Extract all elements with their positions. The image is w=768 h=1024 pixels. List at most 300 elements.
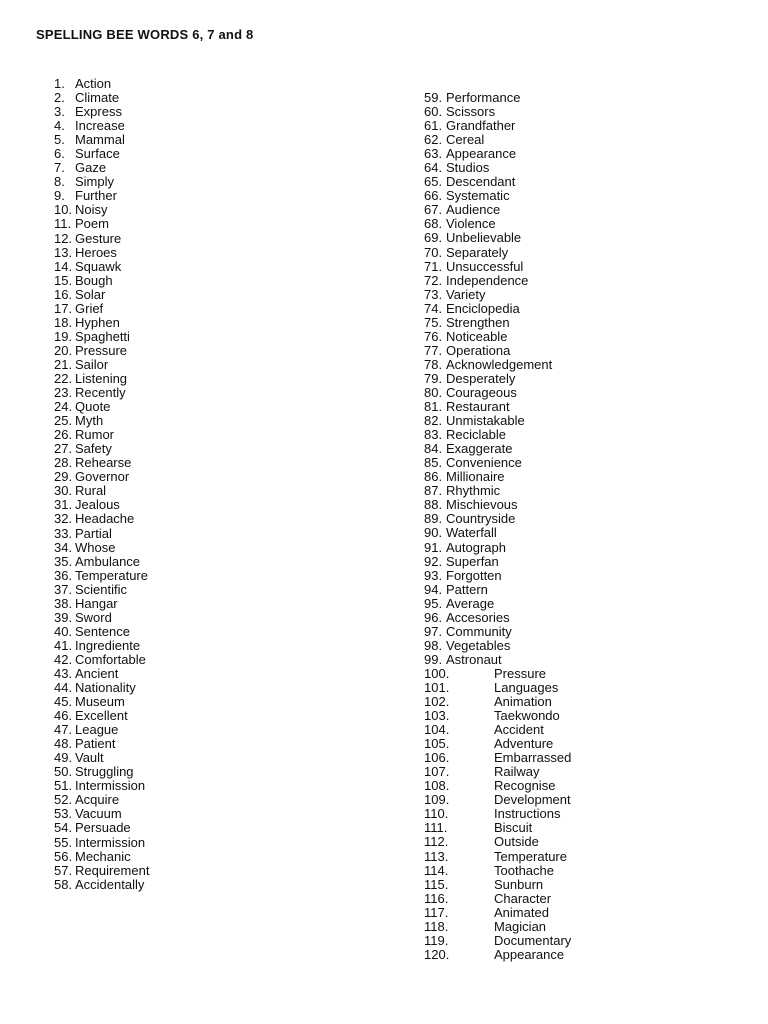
item-word: Pressure xyxy=(75,342,128,358)
item-word: Persuade xyxy=(75,820,131,836)
item-number: 75. xyxy=(424,314,443,330)
item-word: Rural xyxy=(75,483,107,499)
item-number: 114. xyxy=(424,862,449,878)
list-item xyxy=(424,583,571,597)
item-word: Appearance xyxy=(446,146,517,162)
item-word: Mammal xyxy=(75,132,125,148)
list-item xyxy=(54,527,149,541)
list-item xyxy=(424,246,571,260)
item-word: Sailor xyxy=(75,356,109,372)
item-word: Astronaut xyxy=(446,651,502,667)
list-item xyxy=(424,498,571,512)
item-number: 34. xyxy=(54,539,73,555)
item-number: 96. xyxy=(424,609,443,625)
item-number: 113. xyxy=(424,848,449,864)
item-word: Biscuit xyxy=(494,820,533,836)
list-item xyxy=(54,498,149,512)
item-word: Studios xyxy=(446,160,490,176)
item-number: 97. xyxy=(424,623,443,639)
item-word: Headache xyxy=(75,511,135,527)
item-word: Express xyxy=(75,104,122,120)
item-number: 16. xyxy=(54,286,73,302)
list-item xyxy=(424,779,571,793)
list-item xyxy=(54,442,149,456)
item-number: 2. xyxy=(54,90,65,106)
item-number: 58. xyxy=(54,876,73,892)
list-item xyxy=(424,625,571,639)
word-list-left-column xyxy=(54,77,149,892)
item-word: Appearance xyxy=(494,946,565,962)
list-item xyxy=(424,161,571,175)
item-word: Operationa xyxy=(446,342,511,358)
item-number: 20. xyxy=(54,342,73,358)
item-word: Partial xyxy=(75,525,112,541)
item-word: Pattern xyxy=(446,581,488,597)
list-item xyxy=(424,344,571,358)
item-word: Instructions xyxy=(494,806,561,822)
item-number: 15. xyxy=(54,272,73,288)
item-number: 91. xyxy=(424,539,443,555)
item-number: 44. xyxy=(54,680,73,696)
list-item xyxy=(54,428,149,442)
list-item xyxy=(424,892,571,906)
list-item xyxy=(54,625,149,639)
list-item xyxy=(54,723,149,737)
item-number: 37. xyxy=(54,581,73,597)
item-number: 38. xyxy=(54,595,73,611)
item-word: Waterfall xyxy=(446,525,497,541)
item-number: 29. xyxy=(54,469,73,485)
item-word: Separately xyxy=(446,244,509,260)
list-item xyxy=(424,821,571,835)
item-word: Scissors xyxy=(446,104,496,120)
item-number: 103. xyxy=(424,708,450,724)
list-item xyxy=(424,288,571,302)
item-number: 13. xyxy=(54,244,73,260)
list-item xyxy=(54,133,149,147)
item-number: 83. xyxy=(424,427,443,443)
item-word: Accidentally xyxy=(75,876,145,892)
item-word: Ancient xyxy=(75,665,119,681)
item-word: Countryside xyxy=(446,511,516,527)
list-item xyxy=(424,470,571,484)
item-number: 80. xyxy=(424,384,443,400)
list-item xyxy=(54,878,149,892)
item-word: Nationality xyxy=(75,680,136,696)
item-number: 99. xyxy=(424,651,443,667)
item-number: 10. xyxy=(54,202,73,218)
item-number: 32. xyxy=(54,511,73,527)
item-number: 57. xyxy=(54,862,73,878)
list-item xyxy=(424,667,571,681)
item-word: Accesories xyxy=(446,609,510,625)
list-item xyxy=(54,119,149,133)
item-word: Community xyxy=(446,623,512,639)
item-number: 25. xyxy=(54,413,73,429)
item-word: Superfan xyxy=(446,553,499,569)
list-item xyxy=(54,737,149,751)
item-word: Taekwondo xyxy=(494,708,560,724)
item-word: Acquire xyxy=(75,792,120,808)
item-number: 108. xyxy=(424,778,450,794)
list-item xyxy=(54,203,149,217)
item-word: Bough xyxy=(75,272,113,288)
list-item xyxy=(424,175,571,189)
item-number: 51. xyxy=(54,778,73,794)
item-word: Poem xyxy=(75,216,109,232)
list-item xyxy=(54,288,149,302)
item-number: 56. xyxy=(54,848,73,864)
item-number: 112. xyxy=(424,834,449,850)
item-number: 45. xyxy=(54,694,73,710)
list-item xyxy=(54,274,149,288)
item-number: 72. xyxy=(424,272,443,288)
item-number: 8. xyxy=(54,174,65,190)
item-word: Governor xyxy=(75,469,130,485)
list-item xyxy=(54,667,149,681)
list-item xyxy=(424,274,571,288)
list-item xyxy=(424,428,571,442)
item-number: 120. xyxy=(424,946,450,962)
list-item xyxy=(54,400,149,414)
item-word: Temperature xyxy=(75,567,148,583)
item-number: 66. xyxy=(424,188,443,204)
item-number: 92. xyxy=(424,553,443,569)
list-item xyxy=(54,569,149,583)
item-word: Quote xyxy=(75,399,111,415)
list-item xyxy=(424,302,571,316)
item-number: 73. xyxy=(424,286,443,302)
item-number: 46. xyxy=(54,708,73,724)
item-word: Recently xyxy=(75,385,126,401)
list-item xyxy=(54,836,149,850)
item-number: 60. xyxy=(424,104,443,120)
item-word: Jealous xyxy=(75,497,120,513)
list-item xyxy=(424,681,571,695)
item-number: 65. xyxy=(424,174,443,190)
list-item xyxy=(54,484,149,498)
list-item xyxy=(424,709,571,723)
item-number: 117. xyxy=(424,904,449,920)
item-word: Development xyxy=(494,792,571,808)
list-item xyxy=(54,77,149,91)
item-number: 4. xyxy=(54,118,65,134)
item-word: Spaghetti xyxy=(75,328,130,344)
item-word: Average xyxy=(446,595,495,611)
item-number: 106. xyxy=(424,750,450,766)
item-number: 5. xyxy=(54,132,65,148)
list-item xyxy=(424,569,571,583)
item-number: 19. xyxy=(54,328,73,344)
list-item xyxy=(424,878,571,892)
item-number: 27. xyxy=(54,441,73,457)
item-number: 89. xyxy=(424,511,443,527)
item-number: 77. xyxy=(424,342,443,358)
list-item xyxy=(54,695,149,709)
item-number: 49. xyxy=(54,750,73,766)
list-item xyxy=(424,611,571,625)
list-item xyxy=(54,555,149,569)
list-item xyxy=(424,835,571,849)
list-item xyxy=(54,147,149,161)
item-number: 54. xyxy=(54,820,73,836)
item-word: Strengthen xyxy=(446,314,510,330)
item-word: Enciclopedia xyxy=(446,300,520,316)
list-item xyxy=(54,541,149,555)
item-number: 31. xyxy=(54,497,73,513)
item-number: 28. xyxy=(54,455,73,471)
item-number: 21. xyxy=(54,356,73,372)
item-number: 109. xyxy=(424,792,450,808)
list-item xyxy=(424,597,571,611)
item-number: 78. xyxy=(424,356,443,372)
list-item xyxy=(54,864,149,878)
list-item xyxy=(54,386,149,400)
item-word: Outside xyxy=(494,834,539,850)
list-item xyxy=(54,91,149,105)
item-number: 81. xyxy=(424,399,443,415)
item-word: Climate xyxy=(75,90,120,106)
item-number: 71. xyxy=(424,258,443,274)
item-word: Millionaire xyxy=(446,469,505,485)
item-number: 70. xyxy=(424,244,443,260)
list-item xyxy=(424,737,571,751)
item-word: Surface xyxy=(75,146,120,162)
list-item xyxy=(424,920,571,934)
item-word: Struggling xyxy=(75,764,134,780)
item-word: Sunburn xyxy=(494,876,544,892)
item-word: Accident xyxy=(494,722,544,738)
item-word: Languages xyxy=(494,679,559,695)
list-item xyxy=(424,386,571,400)
list-item xyxy=(54,358,149,372)
item-word: Unsuccessful xyxy=(446,258,524,274)
item-number: 115. xyxy=(424,876,449,892)
item-number: 118. xyxy=(424,918,449,934)
item-number: 18. xyxy=(54,314,73,330)
item-word: Gesture xyxy=(75,230,122,246)
item-number: 62. xyxy=(424,132,443,148)
item-number: 36. xyxy=(54,567,73,583)
item-word: Pressure xyxy=(494,665,547,681)
item-word: Animation xyxy=(494,694,552,710)
list-item xyxy=(54,105,149,119)
item-number: 30. xyxy=(54,483,73,499)
item-word: Unmistakable xyxy=(446,413,525,429)
list-item xyxy=(424,133,571,147)
list-item xyxy=(54,330,149,344)
item-word: Simply xyxy=(75,174,115,190)
list-item xyxy=(54,246,149,260)
list-item xyxy=(54,372,149,386)
list-item xyxy=(424,330,571,344)
item-word: Ambulance xyxy=(75,553,141,569)
list-item xyxy=(424,442,571,456)
item-number: 24. xyxy=(54,399,73,415)
item-number: 17. xyxy=(54,300,73,316)
item-number: 11. xyxy=(54,216,72,232)
item-number: 55. xyxy=(54,834,73,850)
item-word: Further xyxy=(75,188,117,204)
item-word: Magician xyxy=(494,918,547,934)
item-number: 6. xyxy=(54,146,65,162)
item-number: 84. xyxy=(424,441,443,457)
item-word: Rhythmic xyxy=(446,483,501,499)
item-word: Convenience xyxy=(446,455,522,471)
list-item xyxy=(54,793,149,807)
item-number: 69. xyxy=(424,230,443,246)
item-word: Action xyxy=(75,76,112,91)
item-number: 41. xyxy=(54,637,73,653)
item-word: Performance xyxy=(446,90,521,105)
list-item xyxy=(54,316,149,330)
item-word: Comfortable xyxy=(75,651,146,667)
list-item xyxy=(424,526,571,540)
item-number: 3. xyxy=(54,104,65,120)
item-number: 61. xyxy=(424,118,443,134)
list-item xyxy=(54,639,149,653)
item-word: Embarrassed xyxy=(494,750,572,766)
item-number: 7. xyxy=(54,160,65,176)
item-number: 48. xyxy=(54,736,73,752)
item-word: Excellent xyxy=(75,708,128,724)
item-number: 40. xyxy=(54,623,73,639)
item-word: Grief xyxy=(75,300,104,316)
list-item xyxy=(54,850,149,864)
item-number: 94. xyxy=(424,581,443,597)
list-item xyxy=(54,597,149,611)
item-number: 90. xyxy=(424,525,443,541)
list-item xyxy=(54,807,149,821)
item-word: Toothache xyxy=(494,862,554,878)
item-number: 107. xyxy=(424,764,450,780)
item-word: Gaze xyxy=(75,160,107,176)
list-item xyxy=(424,456,571,470)
item-word: Museum xyxy=(75,694,125,710)
item-word: Rehearse xyxy=(75,455,132,471)
item-number: 64. xyxy=(424,160,443,176)
item-word: Noticeable xyxy=(446,328,508,344)
list-item xyxy=(54,512,149,526)
item-number: 52. xyxy=(54,792,73,808)
item-word: Documentary xyxy=(494,932,572,948)
list-item xyxy=(424,358,571,372)
item-word: Audience xyxy=(446,202,501,218)
item-word: Mechanic xyxy=(75,848,131,864)
page-title: SPELLING BEE WORDS 6, 7 and 8 xyxy=(36,27,254,42)
item-number: 22. xyxy=(54,370,73,386)
list-item xyxy=(424,231,571,245)
item-number: 79. xyxy=(424,370,443,386)
list-item xyxy=(424,864,571,878)
item-number: 33. xyxy=(54,525,73,541)
item-word: Safety xyxy=(75,441,112,457)
list-item xyxy=(424,512,571,526)
item-word: Railway xyxy=(494,764,540,780)
list-item xyxy=(424,850,571,864)
item-number: 87. xyxy=(424,483,443,499)
list-item xyxy=(54,611,149,625)
item-number: 42. xyxy=(54,651,73,667)
list-item xyxy=(424,400,571,414)
item-number: 93. xyxy=(424,567,443,583)
list-item xyxy=(54,232,149,246)
item-word: Intermission xyxy=(75,778,146,794)
list-item xyxy=(54,189,149,203)
item-word: Autograph xyxy=(446,539,506,555)
item-number: 14. xyxy=(54,258,73,274)
list-item xyxy=(424,948,571,962)
list-item xyxy=(424,934,571,948)
item-word: Animated xyxy=(494,904,549,920)
item-word: Forgotten xyxy=(446,567,502,583)
item-word: Hangar xyxy=(75,595,118,611)
item-number: 104. xyxy=(424,722,450,738)
item-number: 43. xyxy=(54,665,73,681)
list-item xyxy=(54,681,149,695)
item-word: Heroes xyxy=(75,244,117,260)
list-item xyxy=(424,372,571,386)
item-word: Exaggerate xyxy=(446,441,513,457)
list-item xyxy=(424,807,571,821)
list-item xyxy=(424,203,571,217)
item-word: Recognise xyxy=(494,778,556,794)
item-number: 53. xyxy=(54,806,73,822)
item-number: 95. xyxy=(424,595,443,611)
list-item xyxy=(54,765,149,779)
list-item xyxy=(54,821,149,835)
item-word: Descendant xyxy=(446,174,516,190)
item-word: Restaurant xyxy=(446,399,510,415)
item-word: Reciclable xyxy=(446,427,506,443)
list-item xyxy=(424,414,571,428)
list-item xyxy=(54,302,149,316)
item-number: 59. xyxy=(424,90,443,105)
item-word: Vault xyxy=(75,750,104,766)
list-item xyxy=(54,344,149,358)
item-number: 110. xyxy=(424,806,449,822)
item-word: Requirement xyxy=(75,862,150,878)
item-number: 82. xyxy=(424,413,443,429)
item-number: 1. xyxy=(54,76,65,91)
item-word: Listening xyxy=(75,370,128,386)
item-number: 98. xyxy=(424,637,443,653)
list-item xyxy=(424,793,571,807)
item-number: 63. xyxy=(424,146,443,162)
list-item xyxy=(54,709,149,723)
list-item xyxy=(54,217,149,231)
list-item xyxy=(424,906,571,920)
list-item xyxy=(54,470,149,484)
item-number: 105. xyxy=(424,736,450,752)
item-word: Violence xyxy=(446,216,496,232)
item-word: League xyxy=(75,722,119,738)
item-number: 39. xyxy=(54,609,73,625)
list-item xyxy=(54,175,149,189)
item-word: Temperature xyxy=(494,848,567,864)
item-number: 12. xyxy=(54,230,73,246)
item-number: 23. xyxy=(54,385,73,401)
item-word: Acknowledgement xyxy=(446,356,553,372)
list-item xyxy=(54,456,149,470)
item-number: 101. xyxy=(424,679,450,695)
list-item xyxy=(424,119,571,133)
item-number: 111. xyxy=(424,820,448,836)
item-word: Increase xyxy=(75,118,125,134)
list-item xyxy=(424,723,571,737)
item-word: Mischievous xyxy=(446,497,518,513)
item-word: Scientific xyxy=(75,581,128,597)
